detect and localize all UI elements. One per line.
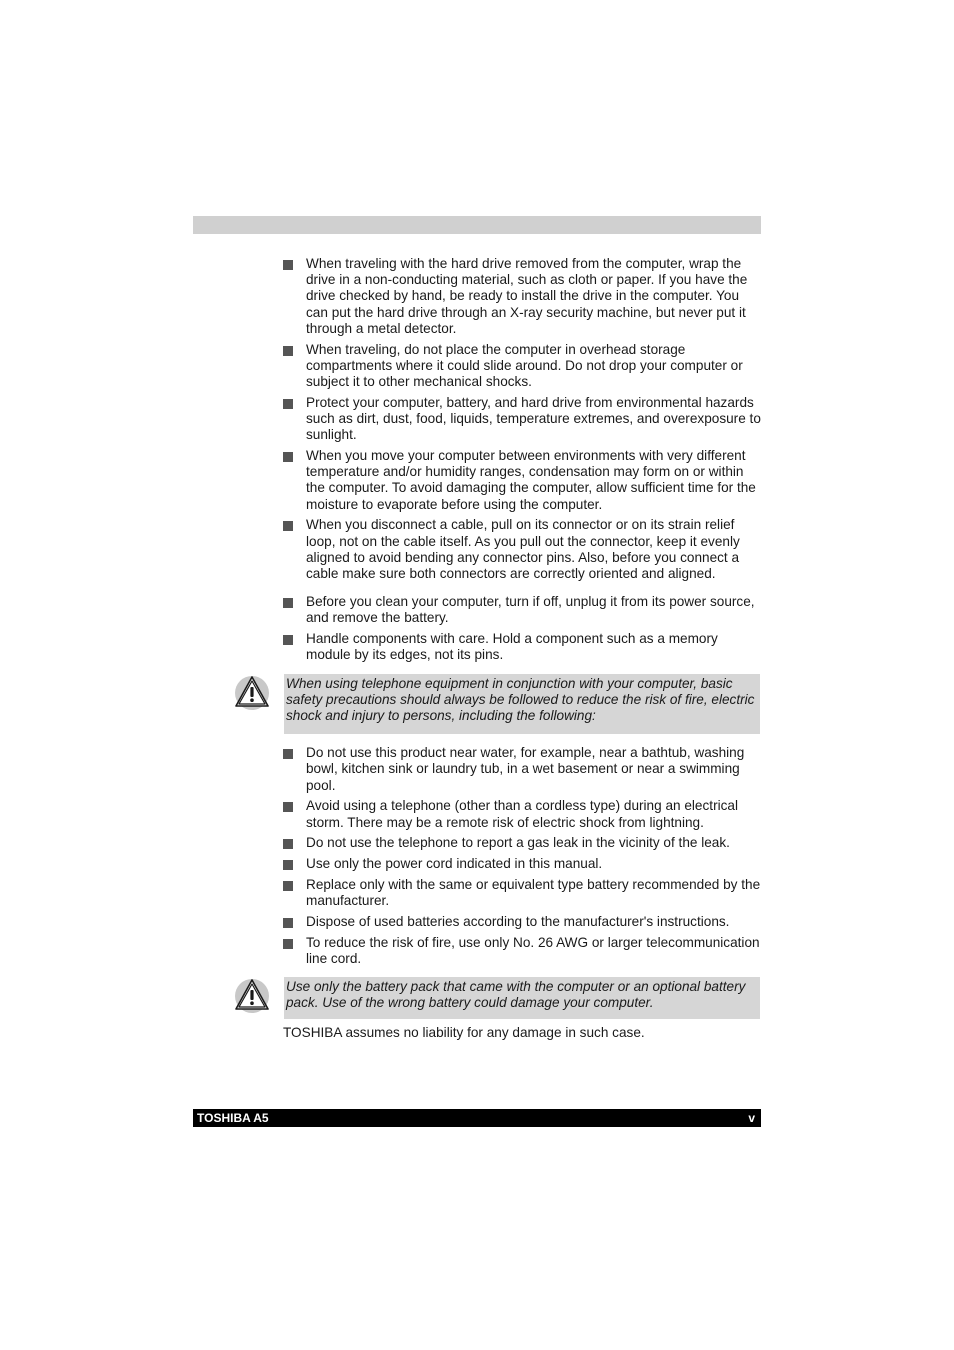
bullet-square — [283, 521, 293, 531]
list-item-text: When you disconnect a cable, pull on its connector or on its strain relief loop, not on the cable itself. As you pull out the connector, keep it evenly aligned to avoid bending any connector pins. Also, before you connect a cable make sure both connectors are correctly oriented and aligned. — [306, 517, 740, 582]
bullet-square — [283, 839, 293, 849]
bullet-square — [283, 860, 293, 870]
list-item-text: Do not use the telephone to report a gas leak in the vicinity of the leak. — [306, 835, 730, 851]
list-item-text: Replace only with the same or equivalent type battery recommended by the manufacturer. — [306, 877, 761, 909]
bullet-list-telephone — [283, 745, 763, 967]
list-item-text: When traveling with the hard drive removed from the computer, wrap the drive in a non-conducting material, such as cloth or paper. If you have the drive checked by hand, be ready to install the drive in the computer. You can put the hard drive through an X-ray security machine, but never put it through a metal detector. — [306, 256, 748, 336]
list-item-text: Use only the power cord indicated in this manual. — [306, 856, 603, 872]
list-item — [283, 631, 763, 663]
list-item-text: When traveling, do not place the computer in overhead storage compartments where it could slide around. Do not drop your computer or subject it to other mechanical shocks. — [306, 341, 743, 390]
warning-box-telephone — [284, 674, 760, 735]
warning-triangle-icon — [234, 674, 270, 710]
closing-statement: TOSHIBA assumes no liability for any damage in such case. — [283, 1025, 645, 1041]
list-item — [283, 745, 763, 794]
bullet-square — [283, 598, 293, 608]
list-item — [283, 914, 763, 930]
bullet-square — [283, 635, 293, 645]
footer-product-name: TOSHIBA A5 — [197, 1111, 269, 1125]
list-item — [283, 835, 763, 851]
list-item-text: Before you clean your computer, turn if off, unplug it from its power source, and remove the battery. — [306, 594, 755, 626]
list-item — [283, 935, 763, 967]
list-item — [283, 594, 763, 626]
bullet-square — [283, 939, 293, 949]
list-item — [283, 448, 763, 513]
bullet-list-handling — [283, 256, 763, 664]
warning-text: Use only the battery pack that came with the computer or an optional battery pack. Use of the wrong battery could damage your computer. — [286, 979, 746, 1011]
list-item — [283, 517, 763, 582]
list-item-text: To reduce the risk of fire, use only No. 26 AWG or larger telecommunication line cord. — [306, 934, 760, 967]
warning-text: When using telephone equipment in conjunction with your computer, basic safety precautions should always be followed to reduce the risk of fire, electric shock and injury to persons, including the following: — [286, 675, 755, 724]
list-item — [283, 877, 763, 909]
page-content — [283, 256, 763, 1041]
list-item — [283, 395, 763, 444]
bullet-square — [283, 881, 293, 891]
list-item-text: Handle components with care. Hold a component such as a memory module by its edges, not its pins. — [306, 631, 718, 663]
list-item-text: When you move your computer between environments with very different temperature and/or humidity ranges, condensation may form on or within the computer. To avoid damaging the computer, allow sufficient time for the moisture to evaporate before using the computer. — [306, 448, 756, 512]
bullet-square — [283, 346, 293, 356]
list-item — [283, 256, 763, 337]
list-item-text: Dispose of used batteries according to the manufacturer's instructions. — [306, 914, 730, 930]
list-item-text: Do not use this product near water, for example, near a bathtub, washing bowl, kitchen sink or laundry tub, in a wet basement or near a swimming pool. — [306, 745, 745, 793]
header-bar — [193, 216, 761, 234]
bullet-square — [283, 918, 293, 928]
bullet-square — [283, 749, 293, 759]
footer-page-number: v — [748, 1111, 755, 1125]
list-item-text: Avoid using a telephone (other than a cordless type) during an electrical storm. There may be a remote risk of electric shock from lightning. — [306, 798, 738, 830]
warning-triangle-icon — [234, 977, 270, 1013]
list-item-text: Protect your computer, battery, and hard drive from environmental hazards such as dirt, dust, food, liquids, temperature extremes, and overexposure to sunlight. — [306, 394, 761, 443]
bullet-square — [283, 802, 293, 812]
bullet-square — [283, 399, 293, 409]
list-item — [283, 798, 763, 830]
bullet-square — [283, 260, 293, 270]
list-item — [283, 342, 763, 391]
bullet-square — [283, 452, 293, 462]
footer-bar — [193, 1109, 761, 1127]
list-item — [283, 856, 763, 872]
warning-box-battery — [284, 977, 760, 1019]
